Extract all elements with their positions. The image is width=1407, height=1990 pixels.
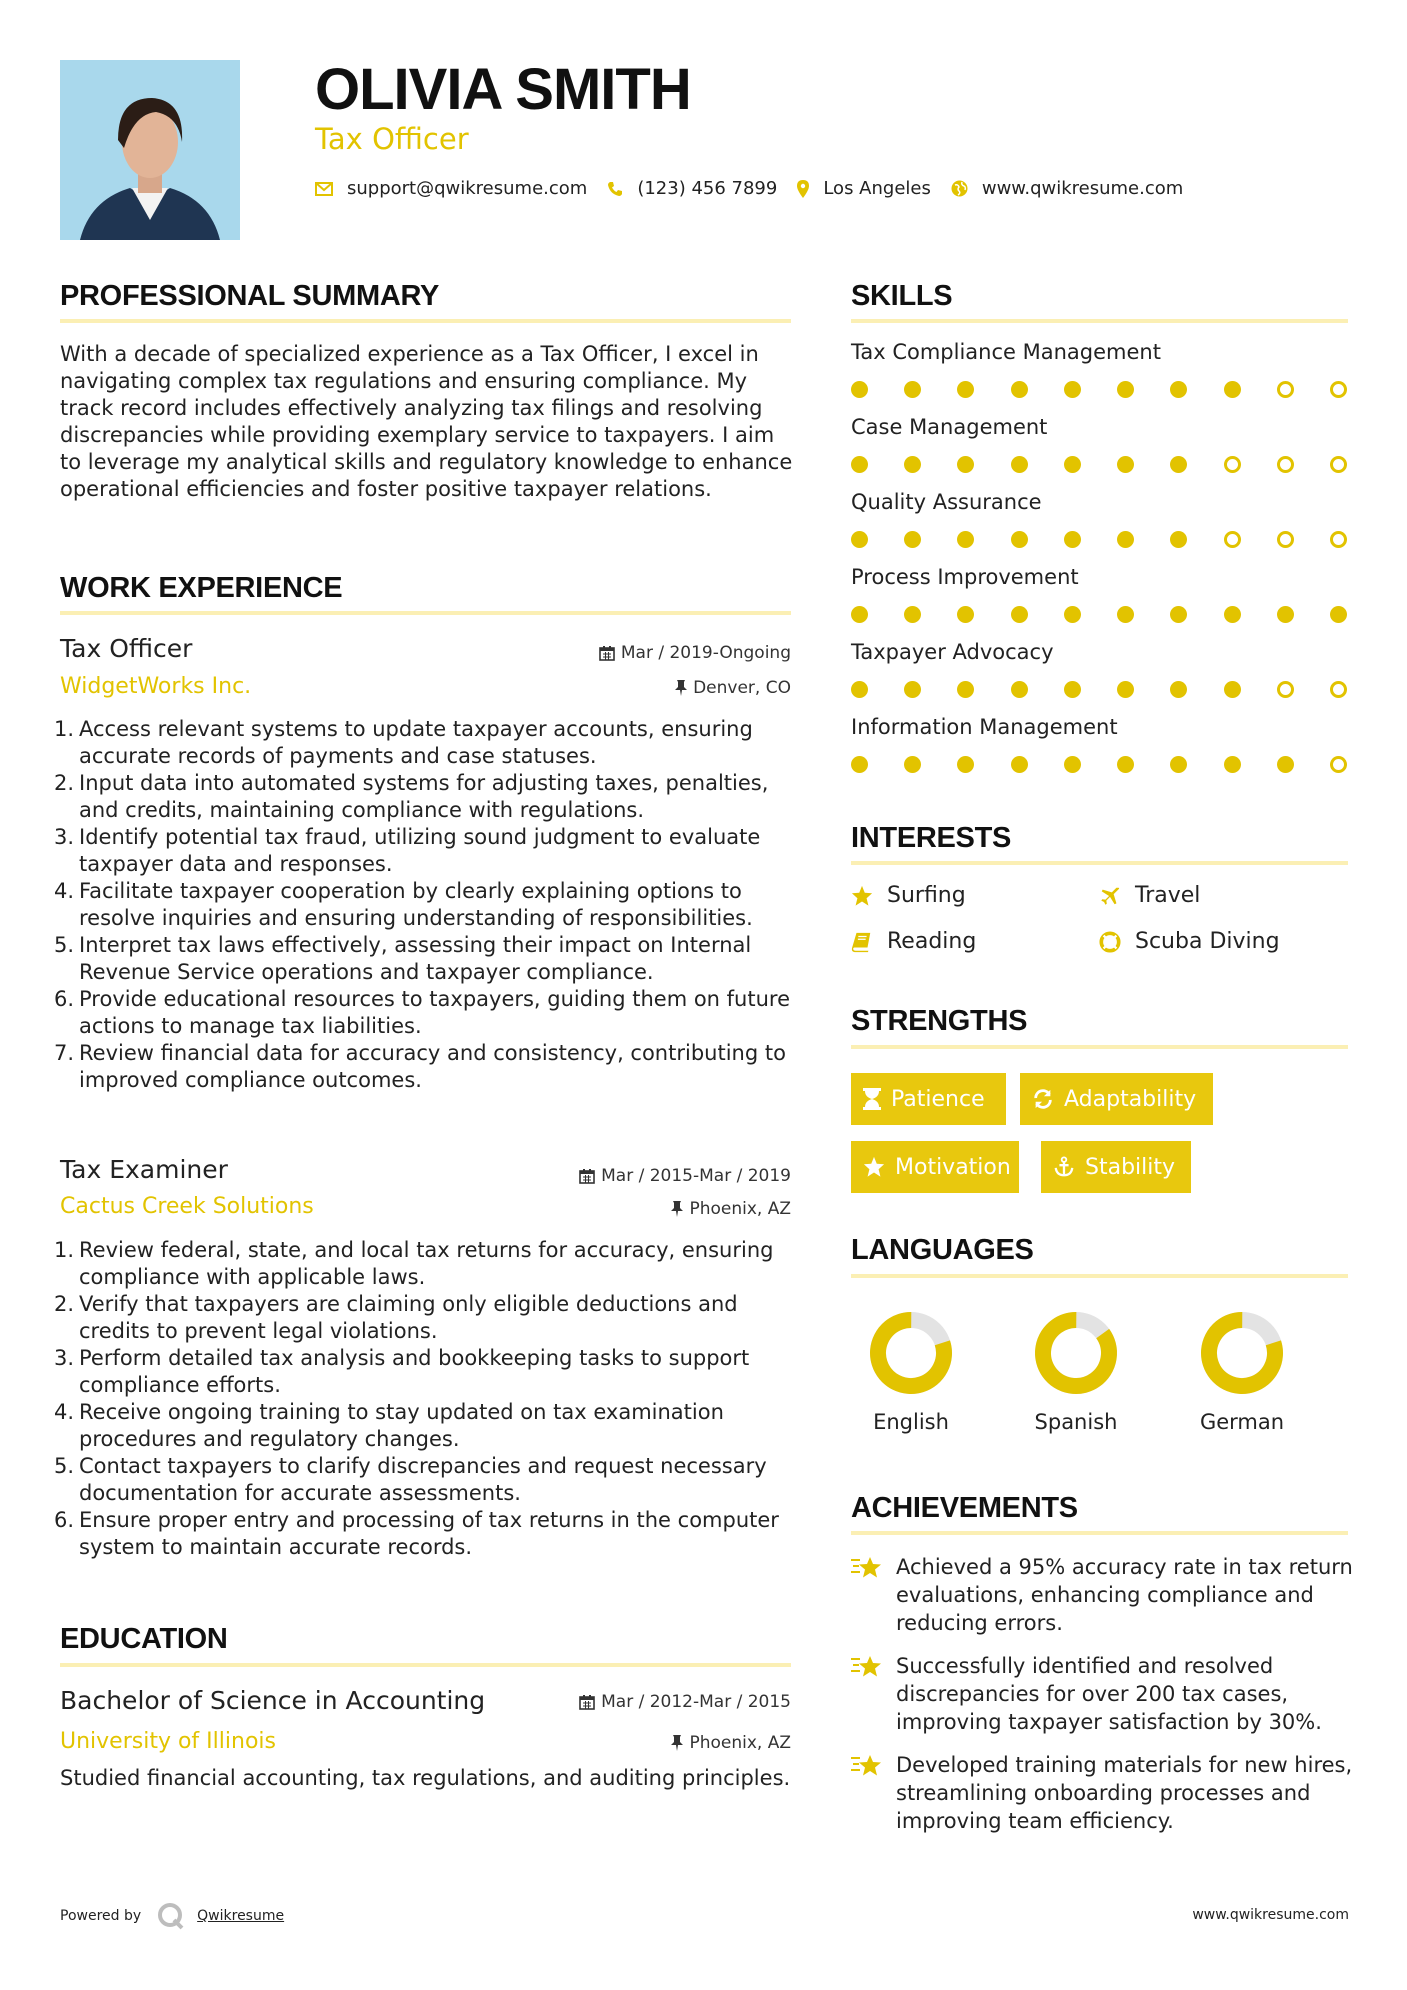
rating-dot-filled: [1224, 756, 1241, 773]
skill-rating: [851, 681, 1347, 698]
pushpin-icon: [671, 1735, 683, 1751]
achievement-item: Developed training materials for new hires, streamlining onboarding processes and improving team efficiency.: [850, 1751, 1360, 1835]
ring-progress: [1031, 1308, 1121, 1398]
hourglass-icon: [863, 1088, 881, 1110]
rating-dot-filled: [1011, 456, 1028, 473]
skills-divider: [851, 319, 1348, 323]
skill-name: Process Improvement: [851, 565, 1079, 589]
contact-website[interactable]: [951, 178, 1183, 199]
rating-dot-filled: [1011, 756, 1028, 773]
summary-divider: [60, 319, 791, 323]
rating-dot-filled: [1117, 681, 1134, 698]
strength-badge: Stability: [1041, 1141, 1191, 1193]
shooting-star-icon: [850, 1654, 884, 1736]
rating-dot-filled: [851, 756, 868, 773]
rating-dot-filled: [904, 531, 921, 548]
job-location: [675, 678, 791, 698]
language-ring: [1031, 1308, 1121, 1398]
skill-rating: [851, 381, 1347, 398]
candidate-title: Tax Officer: [315, 122, 469, 156]
language-ring: [1197, 1308, 1287, 1398]
rating-dot-empty: [1277, 456, 1294, 473]
job-location-text: Phoenix, AZ: [689, 1199, 791, 1219]
calendar-icon: [579, 1168, 595, 1184]
job-company: Cactus Creek Solutions: [60, 1194, 314, 1219]
rating-dot-filled: [1011, 531, 1028, 548]
rating-dot-filled: [1011, 606, 1028, 623]
rating-dot-filled: [1064, 456, 1081, 473]
achievement-item: Achieved a 95% accuracy rate in tax return evaluations, enhancing compliance and reducing errors.: [850, 1553, 1360, 1637]
rating-dot-filled: [957, 756, 974, 773]
qwikresume-link[interactable]: Qwikresume: [197, 1908, 285, 1924]
star-icon: [863, 1156, 885, 1178]
rating-dot-filled: [957, 681, 974, 698]
school-name: University of Illinois: [60, 1729, 276, 1754]
degree-title: Bachelor of Science in Accounting: [60, 1686, 486, 1715]
summary-text: With a decade of specialized experience as a Tax Officer, I excel in navigating complex tax regulations and ensuring compliance. My track record includes effectively analyzing tax filings and resolving discrepancies while providing exemplary service to taxpayers. I aim to leverage my analytical skills and regulatory knowledge to enhance operational efficiencies and foster positive taxpayer relations.: [60, 342, 793, 501]
rating-dot-filled: [904, 606, 921, 623]
rating-dot-filled: [1064, 531, 1081, 548]
education-date: [579, 1692, 791, 1712]
skill-rating: [851, 606, 1347, 623]
rating-dot-empty: [1330, 531, 1347, 548]
list-item: 7. Review financial data for accuracy and consistency, contributing to improved compliance outcomes.: [54, 1041, 786, 1092]
education-divider: [60, 1663, 791, 1667]
rating-dot-filled: [1170, 531, 1187, 548]
star-icon: [851, 885, 873, 907]
language-label: Spanish: [1034, 1410, 1118, 1434]
contact-email[interactable]: [315, 178, 587, 199]
location-text: Los Angeles: [823, 178, 931, 199]
shooting-star-icon: [850, 1753, 884, 1835]
skill-rating: [851, 756, 1347, 773]
rating-dot-empty: [1330, 681, 1347, 698]
list-item: 2. Input data into automated systems for adjusting taxes, penalties, and credits, maintaining compliance with regulations.: [54, 771, 769, 822]
ring-progress: [869, 1311, 952, 1394]
job-duties-list: [54, 716, 800, 1094]
pushpin-icon: [671, 1201, 683, 1217]
summary-heading: PROFESSIONAL SUMMARY: [60, 280, 440, 312]
rating-dot-filled: [1170, 756, 1187, 773]
job-location: [671, 1199, 791, 1219]
rating-dot-filled: [1064, 681, 1081, 698]
anchor-icon: [1053, 1156, 1075, 1178]
skill-name: Tax Compliance Management: [851, 340, 1161, 364]
ring-progress: [1200, 1311, 1283, 1394]
education-date-text: Mar / 2012-Mar / 2015: [601, 1692, 791, 1712]
rating-dot-filled: [1117, 381, 1134, 398]
languages-divider: [851, 1274, 1348, 1278]
achievements-heading: ACHIEVEMENTS: [851, 1492, 1078, 1524]
achievement-item: Successfully identified and resolved discrepancies for over 200 tax cases, improving taxpayer satisfaction by 30%.: [850, 1652, 1360, 1736]
rating-dot-filled: [1330, 606, 1347, 623]
list-item: 3. Identify potential tax fraud, utilizing sound judgment to evaluate taxpayer data and responses.: [54, 825, 761, 876]
rating-dot-filled: [957, 531, 974, 548]
rating-dot-empty: [1224, 531, 1241, 548]
job-title: Tax Examiner: [60, 1155, 228, 1184]
rating-dot-filled: [851, 606, 868, 623]
strength-badge: Patience: [851, 1073, 1006, 1125]
rating-dot-filled: [904, 681, 921, 698]
rating-dot-empty: [1277, 681, 1294, 698]
rating-dot-filled: [851, 381, 868, 398]
skill-rating: [851, 531, 1347, 548]
contact-location: [797, 178, 931, 199]
footer-website[interactable]: www.qwikresume.com: [1192, 1907, 1349, 1923]
list-item: 5. Contact taxpayers to clarify discrepancies and request necessary documentation for accurate assessments.: [54, 1454, 767, 1505]
rating-dot-filled: [851, 456, 868, 473]
rating-dot-filled: [1064, 756, 1081, 773]
interest-item: Reading: [851, 929, 976, 954]
interest-item: Travel: [1099, 883, 1200, 908]
job-company: WidgetWorks Inc.: [60, 674, 252, 699]
language-item: [851, 1308, 971, 1434]
rating-dot-filled: [1117, 531, 1134, 548]
rating-dot-filled: [904, 381, 921, 398]
achievements-divider: [851, 1531, 1348, 1535]
skill-name: Taxpayer Advocacy: [851, 640, 1054, 664]
refresh-icon: [1032, 1088, 1054, 1110]
website-text: www.qwikresume.com: [981, 178, 1184, 199]
qwikresume-logo-icon: [157, 1902, 185, 1930]
powered-by-text: Powered by: [60, 1908, 142, 1924]
rating-dot-filled: [1277, 756, 1294, 773]
list-item: 4. Receive ongoing training to stay updated on tax examination procedures and regulatory changes.: [54, 1400, 724, 1451]
rating-dot-filled: [1064, 381, 1081, 398]
interests-heading: INTERESTS: [851, 822, 1012, 854]
rating-dot-filled: [1170, 381, 1187, 398]
rating-dot-empty: [1277, 531, 1294, 548]
experience-divider: [60, 611, 791, 615]
rating-dot-filled: [851, 681, 868, 698]
rating-dot-filled: [1117, 756, 1134, 773]
calendar-icon: [599, 645, 615, 661]
rating-dot-filled: [957, 456, 974, 473]
interest-item: Surfing: [851, 883, 966, 908]
job-date: [599, 643, 791, 663]
list-item: 6. Ensure proper entry and processing of tax returns in the computer system to maintain accurate records.: [54, 1508, 779, 1559]
education-description: Studied financial accounting, tax regulations, and auditing principles.: [60, 1766, 791, 1790]
rating-dot-filled: [1170, 681, 1187, 698]
experience-heading: WORK EXPERIENCE: [60, 572, 343, 604]
rating-dot-filled: [1224, 606, 1241, 623]
list-item: 1. Access relevant systems to update taxpayer accounts, ensuring accurate records of payments and case statuses.: [54, 717, 753, 768]
rating-dot-filled: [1011, 681, 1028, 698]
life-ring-icon: [1099, 931, 1121, 953]
rating-dot-filled: [1224, 681, 1241, 698]
rating-dot-filled: [1117, 606, 1134, 623]
job-date: [579, 1166, 791, 1186]
rating-dot-filled: [851, 531, 868, 548]
interest-item: Scuba Diving: [1099, 929, 1280, 954]
candidate-name: OLIVIA SMITH: [315, 57, 691, 122]
job-location-text: Denver, CO: [693, 678, 791, 698]
list-item: 2. Verify that taxpayers are claiming only eligible deductions and credits to prevent legal violations.: [54, 1292, 738, 1343]
book-icon: [851, 931, 873, 953]
education-heading: EDUCATION: [60, 1623, 228, 1655]
calendar-icon: [579, 1694, 595, 1710]
rating-dot-filled: [1011, 381, 1028, 398]
rating-dot-filled: [1064, 606, 1081, 623]
strength-badge: Motivation: [851, 1141, 1019, 1193]
rating-dot-filled: [904, 456, 921, 473]
job-date-text: Mar / 2019-Ongoing: [620, 643, 791, 663]
strengths-divider: [851, 1045, 1348, 1049]
list-item: 5. Interpret tax laws effectively, assessing their impact on Internal Revenue Service operations and taxpayer compliance.: [54, 933, 752, 984]
rating-dot-filled: [957, 381, 974, 398]
rating-dot-empty: [1277, 381, 1294, 398]
list-item: 4. Facilitate taxpayer cooperation by clearly explaining options to resolve inquiries and ensuring understanding of responsibilities.: [54, 879, 753, 930]
rating-dot-empty: [1330, 456, 1347, 473]
rating-dot-empty: [1224, 456, 1241, 473]
language-item: [1182, 1308, 1302, 1434]
language-ring: [866, 1308, 956, 1398]
rating-dot-filled: [904, 756, 921, 773]
contact-phone[interactable]: [607, 178, 777, 199]
plane-icon: [1099, 885, 1121, 907]
footer-powered-by: [60, 1902, 284, 1930]
skill-name: Quality Assurance: [851, 490, 1042, 514]
map-pin-icon: [797, 180, 809, 198]
envelope-icon: [315, 182, 333, 196]
phone-text: (123) 456 7899: [637, 178, 778, 199]
list-item: 6. Provide educational resources to taxpayers, guiding them on future actions to manage tax liabilities.: [54, 987, 791, 1038]
rating-dot-filled: [957, 606, 974, 623]
skills-heading: SKILLS: [851, 280, 953, 312]
phone-icon: [607, 181, 623, 197]
education-location-text: Phoenix, AZ: [689, 1733, 791, 1753]
language-item: [1016, 1308, 1136, 1434]
email-text: support@qwikresume.com: [347, 178, 588, 199]
globe-icon: [951, 180, 968, 197]
skill-rating: [851, 456, 1347, 473]
language-label: German: [1199, 1410, 1285, 1434]
education-location: [671, 1733, 791, 1753]
job-title: Tax Officer: [60, 634, 193, 663]
interests-divider: [851, 861, 1348, 865]
skill-name: Information Management: [851, 715, 1118, 739]
job-duties-list: [54, 1237, 800, 1561]
rating-dot-filled: [1117, 456, 1134, 473]
rating-dot-filled: [1224, 381, 1241, 398]
list-item: 3. Perform detailed tax analysis and bookkeeping tasks to support compliance efforts.: [54, 1346, 750, 1397]
strengths-heading: STRENGTHS: [851, 1005, 1028, 1037]
rating-dot-empty: [1330, 756, 1347, 773]
profile-photo: [60, 60, 240, 240]
job-date-text: Mar / 2015-Mar / 2019: [601, 1166, 791, 1186]
profile-portrait-icon: [60, 60, 240, 240]
strength-badge: Adaptability: [1020, 1073, 1213, 1125]
contact-bar: [315, 178, 1203, 199]
rating-dot-filled: [1170, 456, 1187, 473]
language-label: English: [873, 1410, 949, 1434]
list-item: 1. Review federal, state, and local tax returns for accuracy, ensuring compliance with applicable laws.: [54, 1238, 774, 1289]
languages-heading: LANGUAGES: [851, 1234, 1034, 1266]
pushpin-icon: [675, 680, 687, 696]
shooting-star-icon: [850, 1555, 884, 1637]
rating-dot-empty: [1330, 381, 1347, 398]
rating-dot-filled: [1170, 606, 1187, 623]
rating-dot-filled: [1277, 606, 1294, 623]
skill-name: Case Management: [851, 415, 1048, 439]
